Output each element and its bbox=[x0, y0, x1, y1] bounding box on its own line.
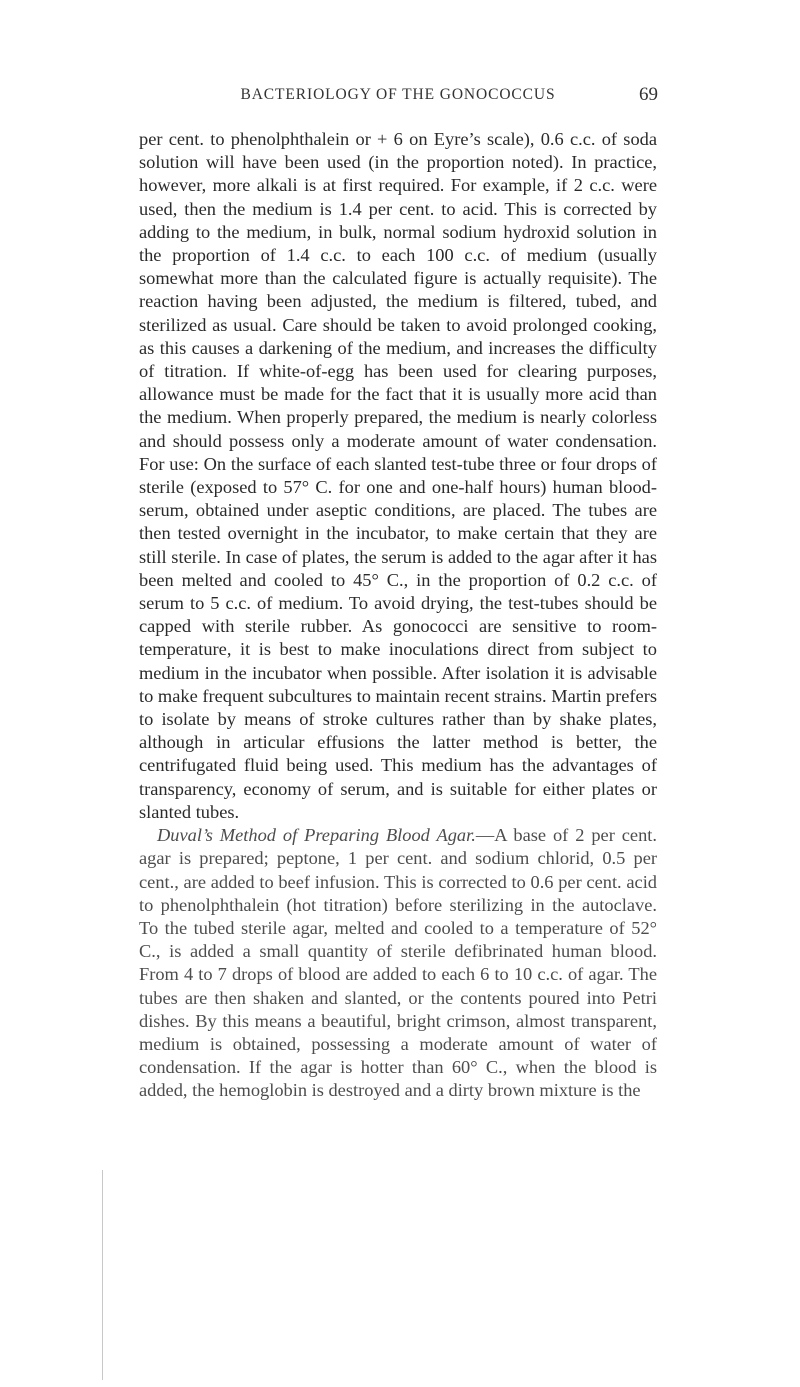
running-title: BACTERIOLOGY OF THE GONOCOCCUS bbox=[240, 86, 556, 103]
section-title: Duval’s Method of Preparing Blood Agar. bbox=[157, 825, 476, 846]
paragraph-continued: per cent. to phenolphthalein or + 6 on Eyre’s scale), 0.6 c.c. of soda solution will have been used (in the proportion noted). In practice, however, more alkali is at first required. For example, if 2 c.c. were used, then the medium is 1.4 per cent. to acid. This is corrected by adding to the medium, in bulk, normal sodium hydroxid solution in the proportion of 1.4 c.c. to each 100 c.c. of medium (usually somewhat more than the calculated figure is actually requisite). The reaction having been adjusted, the medium is filtered, tubed, and sterilized as usual. Care should be taken to avoid prolonged cooking, as this causes a darkening of the medium, and increases the difficulty of titration. If white-of-egg has been used for clearing purposes, allowance must be made for the fact that it is usually more acid than the medium. When properly prepared, the medium is nearly colorless and should possess only a moderate amount of water condensation. For use: On the surface of each slanted test-tube three or four drops of sterile (exposed to 57° C. for one and one-half hours) human blood-serum, obtained under aseptic conditions, are placed. The tubes are then tested overnight in the incubator, to make certain that they are still sterile. In case of plates, the serum is added to the agar after it has been melted and cooled to 45° C., in the proportion of 0.2 c.c. of serum to 5 c.c. of medium. To avoid drying, the test-tubes should be capped with sterile rubber. As gonococci are sensitive to room-temperature, it is best to make inoculations direct from subject to medium in the incubator when possible. After isolation it is advisable to make frequent subcultures to maintain recent strains. Martin prefers to isolate by means of stroke cultures rather than by shake plates, although in articular effusions the latter method is better, the centrifugated fluid being used. This medium has the advantages of transparency, economy of serum, and is suitable for either plates or slanted tubes. bbox=[139, 129, 657, 822]
scan-edge-line bbox=[102, 1170, 103, 1380]
section-dash: — bbox=[475, 825, 495, 846]
paragraph-duval-method bbox=[139, 824, 657, 1102]
paragraph-duval-text: A base of 2 per cent. agar is prepared; peptone, 1 per cent. and sodium chlorid, 0.5 per cent., are added to beef infusion. This is corrected to 0.6 per cent. acid to phenolphthalein (hot titration) before sterilizing in the autoclave. To the tubed sterile agar, melted and cooled to a temperature of 52° C., is added a small quantity of sterile defibrinated human blood. From 4 to 7 drops of blood are added to each 6 to 10 c.c. of agar. The tubes are then shaken and slanted, or the contents poured into Petri dishes. By this means a beautiful, bright crimson, almost transparent, medium is obtained, possessing a moderate amount of water of condensation. If the agar is hotter than 60° C., when the blood is added, the hemoglobin is destroyed and a dirty brown mixture is the bbox=[139, 825, 657, 1101]
running-head bbox=[138, 86, 658, 110]
body-text bbox=[139, 128, 657, 1103]
page-number: 69 bbox=[639, 84, 658, 105]
